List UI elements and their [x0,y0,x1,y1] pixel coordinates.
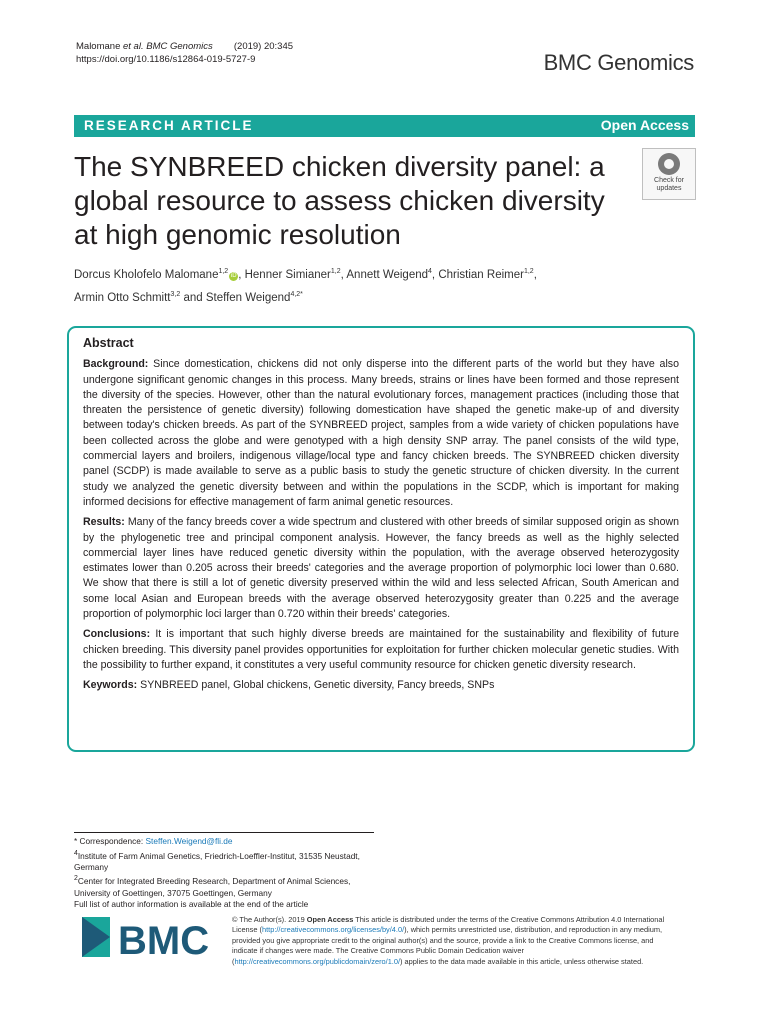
article-type: RESEARCH ARTICLE [84,118,254,133]
footnote-divider [74,832,374,833]
check-for-updates-badge[interactable] [642,148,696,200]
author-list: Dorcus Kholofelo Malomane$^{1,2}$iD , Henner Simianer$^{1,2}$, Annett Weigend$^4$, Christian Reimer$^{1,2}$, Armin Otto Schmitt$^{3,2}$ and Steffen Weigend$^{4,2*}$ [74,268,537,304]
correspondence-email-link[interactable]: Steffen.Weigend@fli.de [145,836,233,846]
author-name: Annett Weigend [346,268,429,281]
affiliation-2 [74,873,384,899]
license-open-access: Open Access [306,915,354,924]
author-name: Henner Simianer [244,268,331,281]
author-affiliation: 4,2* [290,290,303,298]
abstract-background [83,357,679,510]
author-affiliation: 3,2 [170,290,181,298]
badge-line2: updates [656,185,682,192]
cc-by-link[interactable]: http://creativecommons.org/licenses/by/4.0/ [262,925,405,935]
author-name: Christian Reimer [438,268,524,281]
author-affiliation: 1,2 [330,268,341,275]
keywords-label: Keywords: [83,679,138,692]
authors-conjunction: and [183,291,203,304]
affiliation-4 [74,848,384,874]
cc-zero-link[interactable]: http://creativecommons.org/publicdomain/zero/1.0/ [234,956,401,966]
author-name: Dorcus Kholofelo Malomane [74,268,219,281]
author-name: Steffen Weigend [205,291,291,304]
article-meta [76,40,293,66]
author-affiliation: 1,2 [523,268,534,275]
results-text: Many of the fancy breeds cover a wide spectrum and clustered with other breeds of similar supposed origin as shown by the phylogenetic tree and principal component analysis. However, the fancy breeds as well as the highly selected commercial layer lines have reduced genetic diversity within the population, with the average observed heterozygosity estimates lower than 0.205 across their breeds' categories and the average proportion of polymorphic loci lower than 0.680. We show that there is still a lot of genetic diversity preserved within the wild and less selected African, South American and some local Asian and European breeds with the average observed heterozygosity greater than 0.225 and the average proportion of polymorphic loci larger than 0.720 within their breeds' categories. [83,516,680,621]
doi-link[interactable]: https://doi.org/10.1186/s12864-019-5727-9 [76,54,256,65]
badge-line1: Check for [654,177,684,184]
correspondence-line [74,836,384,848]
background-text: Since domestication, chickens did not only disperse into the different parts of the world but they have also undergone significant genomic changes in this process. Many breeds, strains or lines have been formed and those represent the diversity of the species. However, other than the natural evolutionary forces, management practices (including those that threaten the persistence of genetic diversity) following domestication have shaped the genetic make-up of and diversity between today's chicken breeds. As part of the SYNBREED project, samples from a wide variety of chicken populations have been collected across the globe and were genotyped with a high density SNP array. The panel consists of the wild type, commercial layers and broilers, indigenous village/local type and fancy chicken breeds. The SYNBREED chicken diversity panel (SCDP) is made available to serve as a public basis to study the genetic structure of chicken diversity. In the current study we analyzed the genetic diversity between and within the populations in the SCDP, which is important for making informed decisions for effective management of farm animal genetic resources. [83,358,679,508]
conclusions-label: Conclusions: [83,628,151,641]
bmc-logo-text: BMC [118,919,210,963]
author-name: Armin Otto Schmitt [74,291,171,304]
crossmark-icon [658,153,680,175]
bmc-logo-mark [82,911,218,963]
orcid-icon[interactable]: iD [230,272,237,279]
citation-year-volume: (2019) 20:345 [233,41,294,52]
license-text [232,915,672,967]
keywords-text: SYNBREED panel, Global chickens, Genetic diversity, Fancy breeds, SNPs [140,679,495,692]
footnotes [74,836,384,911]
abstract-box [67,326,695,752]
affiliation-text: Center for Integrated Breeding Research, Department of Animal Sciences, University of Goettingen, 37075 Goettingen, Germany [74,876,351,898]
affiliation-text: Institute of Farm Animal Genetics, Friedrich-Loeffler-Institut, 31535 Neustadt, Germany [74,850,360,872]
author-affiliation: 1,2 [218,268,229,275]
abstract-results [83,515,679,622]
author-affiliation: 4 [428,268,432,275]
license-text-part1: This article is distributed under the terms of the Creative Commons Attribution 4.0 International License ( [232,915,665,935]
affiliation-number: 2 [74,875,78,883]
abstract-keywords [83,678,679,693]
conclusions-text: It is important that such highly diverse breeds are maintained for the sustainability and flexibility of future chicken breeding. This diversity panel provides opportunities for exploitation for further chicken molecular genetic studies. With the possibility to further expand, it constitutes a very useful community resource for chicken genetic diversity research. [83,628,679,671]
bmc-logo [82,911,218,963]
abstract-heading: Abstract [83,336,134,350]
citation-authors: Malomane [76,41,121,52]
abstract-conclusions [83,627,679,673]
results-label: Results: [83,516,125,529]
article-banner [74,115,695,137]
correspondence-label: * Correspondence: [74,836,144,846]
license-text-part2: ), which permits unrestricted use, distribution, and reproduction in any medium, provided you give appropriate credit to the original author(s) and the source, provide a link to the Creative Commons license, and indicate if changes were made. The Creative Commons Public Domain Dedication waiver ( [232,925,663,966]
copyright: © The Author(s). 2019 [232,915,305,924]
full-list-note: Full list of author information is available at the end of the article [74,899,309,910]
license-text-part3: ) applies to the data made available in this article, unless otherwise stated. [400,956,644,966]
open-access-label: Open Access [600,117,689,133]
article-title: The SYNBREED chicken diversity panel: a global resource to assess chicken diversity at high genomic resolution [74,151,605,250]
citation-line [76,40,293,53]
affiliation-number: 4 [74,849,78,857]
journal-name: BMC Genomics [543,50,694,75]
background-label: Background: [83,358,149,371]
citation-journal: et al. BMC Genomics [123,41,213,52]
